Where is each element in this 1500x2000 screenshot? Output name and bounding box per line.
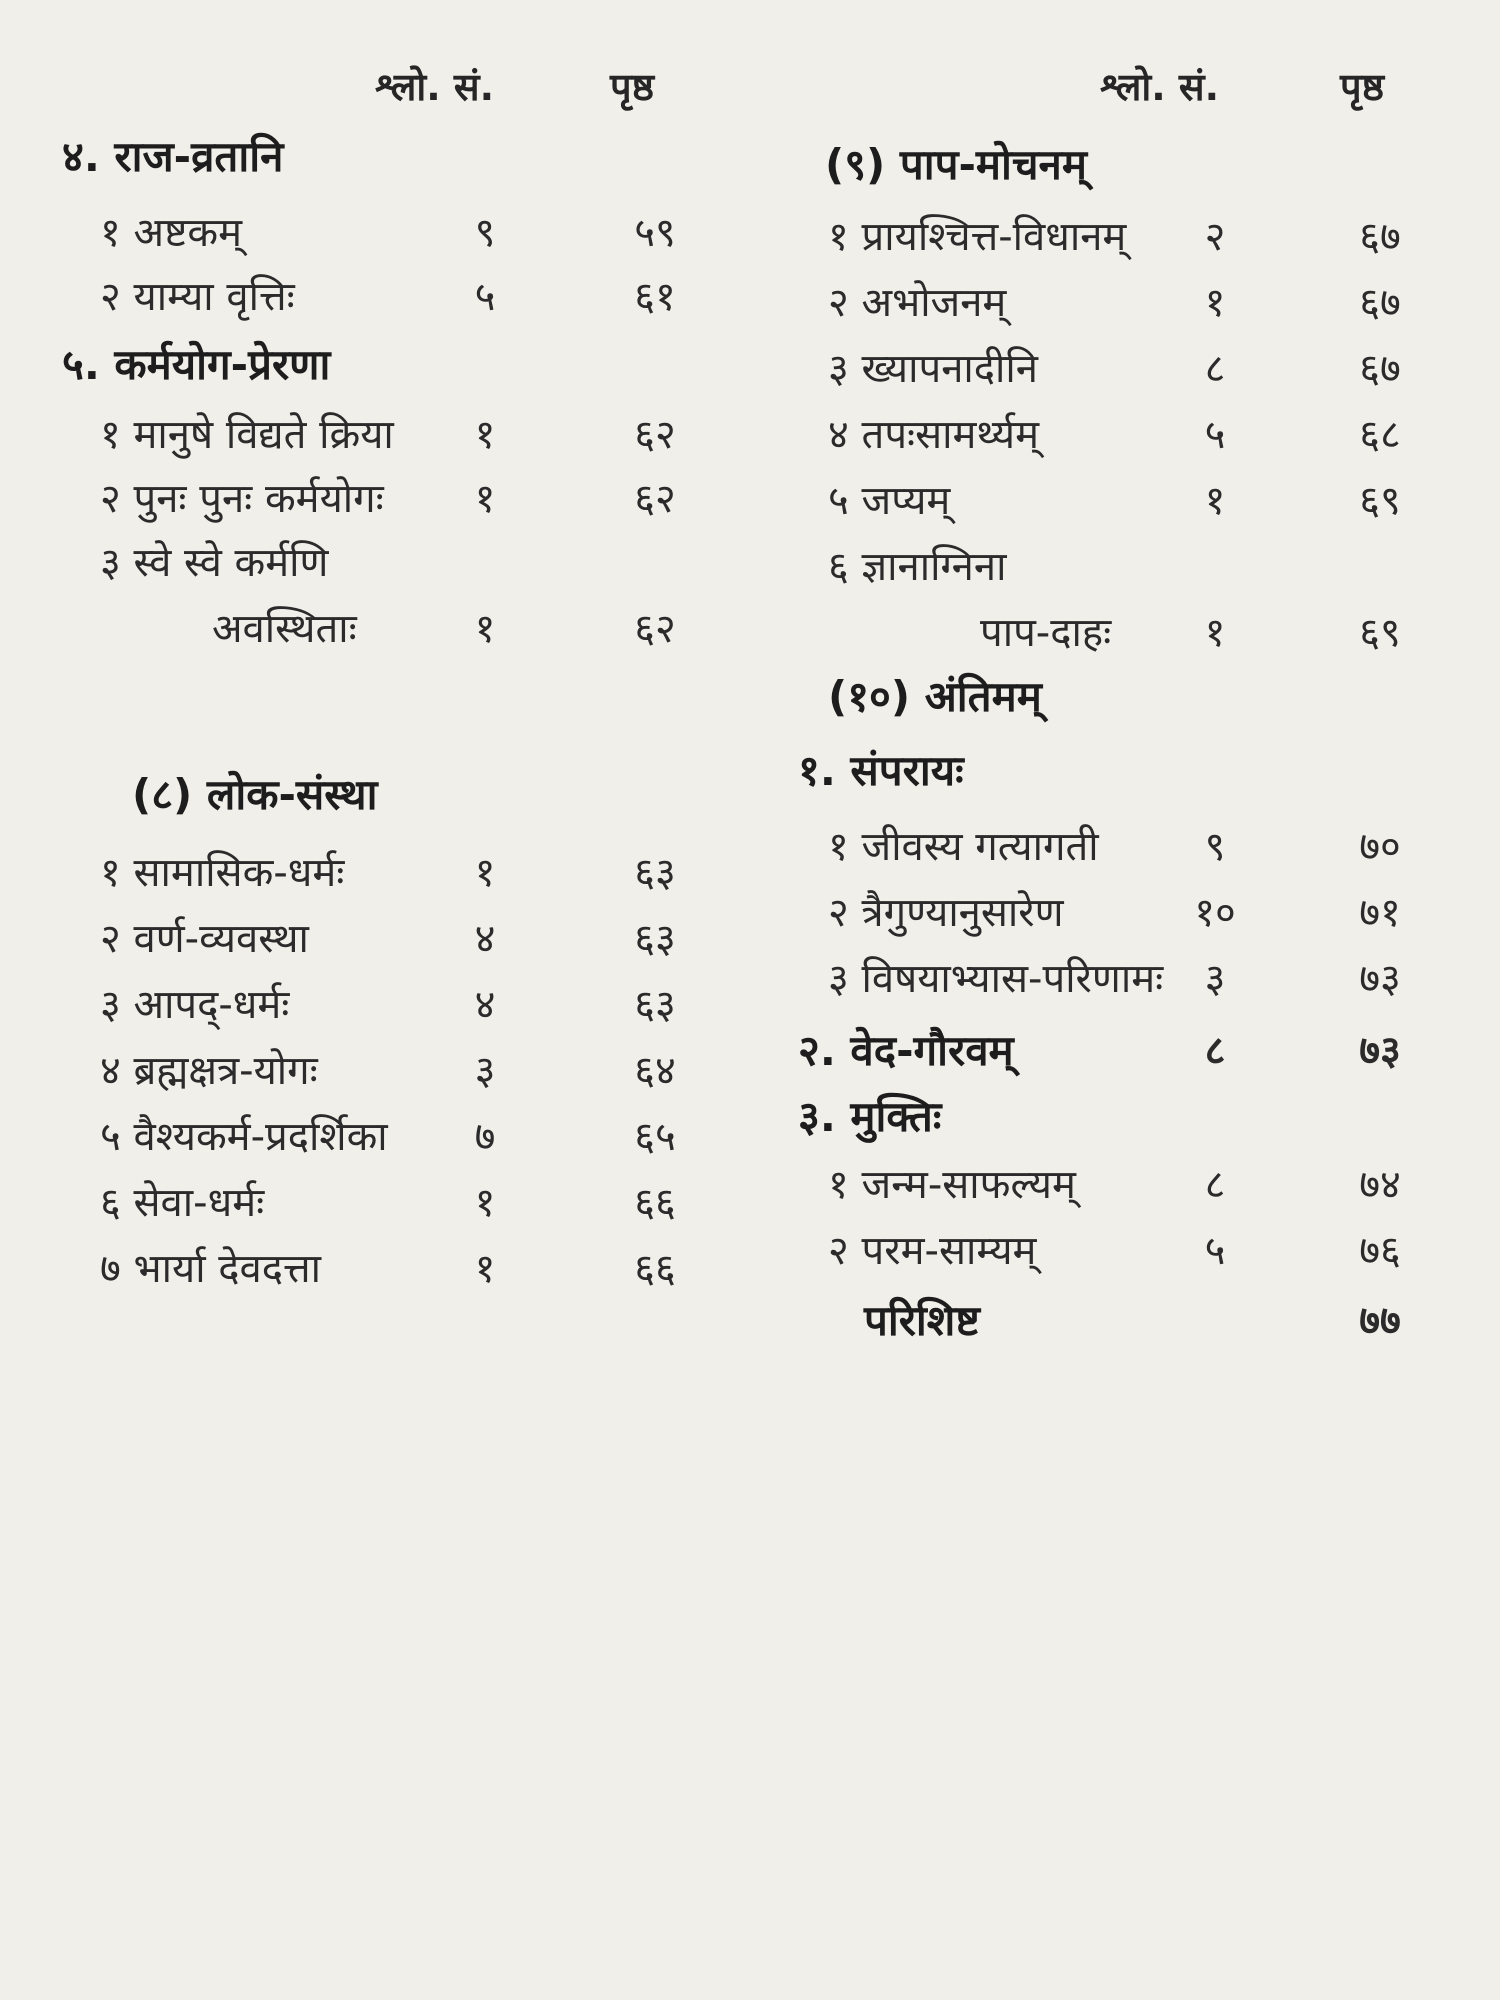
right-column [740,0,1480,2000]
section-heading: (१०) अंतिमम् [828,672,1042,721]
index-entry-verses: ५ [1204,412,1226,458]
index-entry-page: ६३ [634,850,676,896]
index-entry-title: ३ स्वे स्वे कर्मणि [100,540,329,586]
index-entry-verses: १ [1204,610,1226,656]
index-entry-page: ७० [1359,824,1401,870]
appendix-page: ७७ [1359,1298,1401,1344]
index-entry-page: ६७ [1359,346,1401,392]
section-heading: ३. मुक्तिः [798,1092,942,1141]
index-entry-verses: ८ [1204,1162,1226,1208]
index-entry-verses: १ [1204,280,1226,326]
index-entry-verses: ७ [474,1114,496,1160]
index-entry-title: ३ विषयाभ्यास-परिणामः [828,956,1164,1002]
index-entry-page: ५९ [634,210,676,256]
index-entry-title: २ पुनः पुनः कर्मयोगः [100,476,384,522]
page-header: पृष्ठ [610,65,654,109]
index-entry-title: १ प्रायश्चित्त-विधानम् [828,214,1127,260]
index-entry-verses: ४ [474,982,496,1028]
index-entry-page: ७३ [1359,956,1401,1002]
index-entry-verses: १ [474,1246,496,1292]
index-entry-title: १ मानुषे विद्यते क्रिया [100,412,394,458]
index-entry-page: ७१ [1359,890,1401,936]
appendix-heading: परिशिष्ट [864,1296,980,1345]
index-entry-page: ६५ [634,1114,676,1160]
index-entry-title: २ अभोजनम् [828,280,1007,326]
section-heading: २. वेद-गौरवम् [798,1026,1014,1075]
index-entry-page: ६४ [634,1048,676,1094]
index-entry-title: ५ वैश्यकर्म-प्रदर्शिका [100,1114,388,1160]
verse-no-header: श्लो. सं. [375,65,495,109]
index-entry-title: ४ तपःसामर्थ्यम् [828,412,1039,458]
verse-no-header: श्लो. सं. [1100,65,1220,109]
index-entry-title: २ याम्या वृत्तिः [100,274,295,320]
index-entry-title: पाप-दाहः [980,610,1112,656]
index-entry-verses: १ [1204,478,1226,524]
section-heading: १. संपरायः [798,746,964,795]
index-entry-page: ६६ [634,1246,676,1292]
index-entry-title: ६ ज्ञानाग्निना [828,544,1007,590]
index-entry-page: ६६ [634,1180,676,1226]
index-entry-verses: १ [474,606,496,652]
index-entry-title: २ वर्ण-व्यवस्था [100,916,309,962]
index-entry-title: अवस्थिताः [212,606,357,652]
index-entry-page: ६३ [634,982,676,1028]
index-entry-page: ७६ [1359,1228,1401,1274]
index-entry-verses: ५ [1204,1228,1226,1274]
index-entry-verses: १ [474,850,496,896]
index-entry-verses: ९ [1204,824,1226,870]
section-heading: (९) पाप-मोचनम् [825,140,1087,189]
index-entry-page: ६९ [1359,610,1401,656]
index-entry-page: ६२ [634,412,676,458]
index-entry-page: ६३ [634,916,676,962]
index-entry-verses: ८ [1204,346,1226,392]
index-entry-title: ४ ब्रह्मक्षत्र-योगः [100,1048,318,1094]
section-heading: ४. राज-व्रतानि [62,132,284,181]
index-entry-verses: ३ [474,1048,496,1094]
index-entry-verses: ९ [474,210,496,256]
index-entry-verses: १ [474,412,496,458]
index-entry-title: ५ जप्यम् [828,478,951,524]
left-column [0,0,740,2000]
index-entry-verses: ३ [1204,956,1226,1002]
page-header: पृष्ठ [1340,65,1384,109]
index-entry-page: ६९ [1359,478,1401,524]
index-entry-verses: ५ [474,274,496,320]
index-entry-page: ६२ [634,476,676,522]
index-entry-title: २ परम-साम्यम् [828,1228,1037,1274]
index-entry-title: ७ भार्या देवदत्ता [100,1246,321,1292]
index-entry-page: ६७ [1359,214,1401,260]
index-entry-page: ६७ [1359,280,1401,326]
index-entry-page: ७४ [1359,1162,1401,1208]
index-entry-verses: ८ [1204,1028,1226,1074]
index-entry-title: ६ सेवा-धर्मः [100,1180,265,1226]
index-entry-title: १ अष्टकम् [100,210,243,256]
index-entry-verses: २ [1204,214,1226,260]
index-entry-title: १ जन्म-साफल्यम् [828,1162,1076,1208]
index-entry-page: ६२ [634,606,676,652]
index-entry-verses: १ [474,1180,496,1226]
section-heading: (८) लोक-संस्था [132,770,378,819]
index-entry-title: ३ ख्यापनादीनि [828,346,1038,392]
index-entry-title: ३ आपद्-धर्मः [100,982,290,1028]
section-heading: ५. कर्मयोग-प्रेरणा [62,340,331,389]
index-entry-verses: १ [474,476,496,522]
index-entry-page: ६१ [634,274,676,320]
index-entry-verses: १० [1194,890,1236,936]
index-entry-page: ७३ [1359,1028,1401,1074]
index-entry-verses: ४ [474,916,496,962]
index-entry-title: १ सामासिक-धर्मः [100,850,345,896]
index-entry-title: २ त्रैगुण्यानुसारेण [828,890,1064,936]
index-entry-title: १ जीवस्य गत्यागती [828,824,1099,870]
index-entry-page: ६८ [1359,412,1401,458]
